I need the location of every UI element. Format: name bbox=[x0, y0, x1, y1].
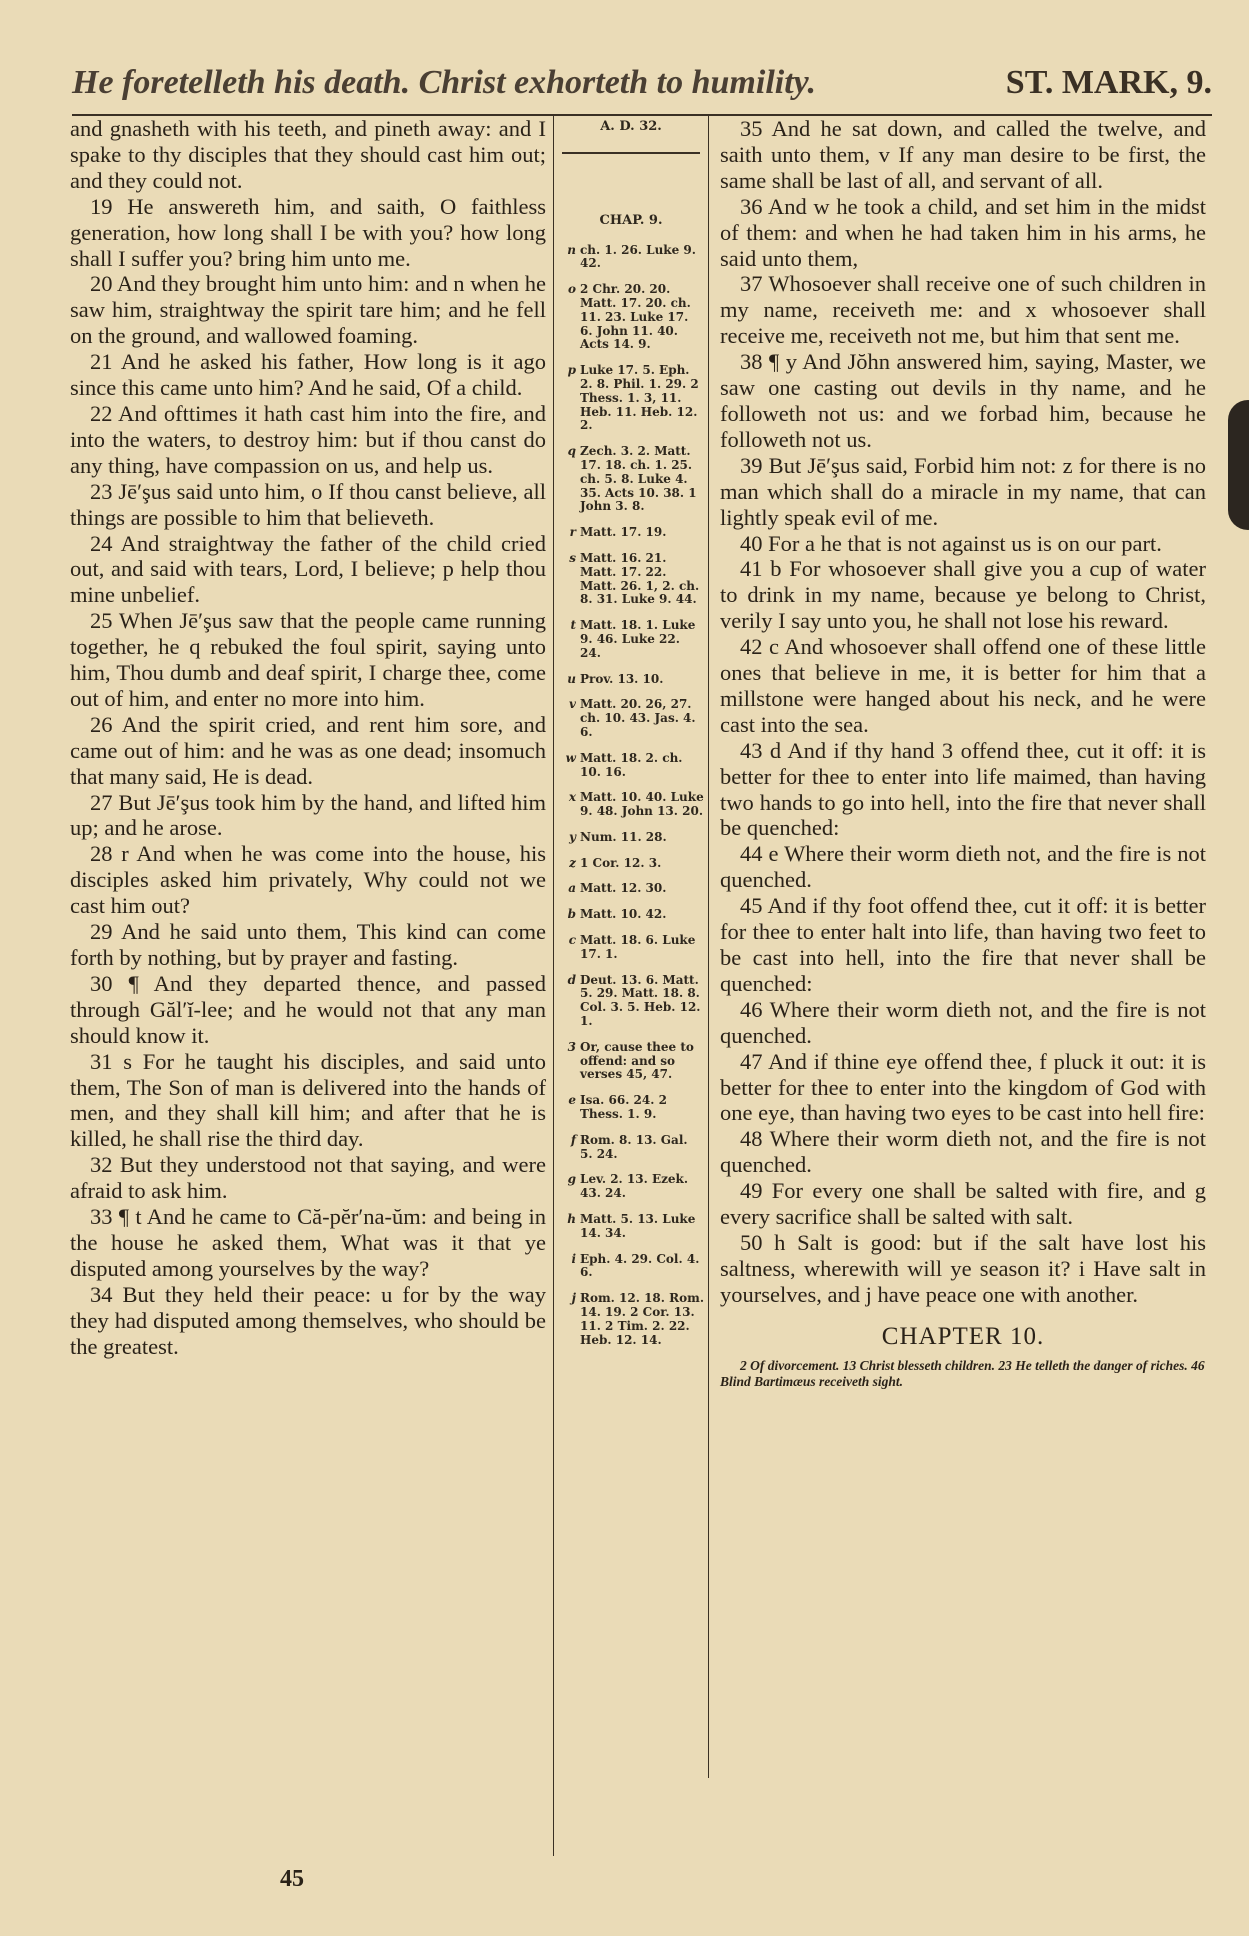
cross-reference: x Matt. 10. 40. Luke 9. 48. John 13. 20. bbox=[568, 790, 704, 819]
verse: 43 d And if thy hand 3 offend thee, cut it off: it is better for thee to enter into life maimed, than having two hands to go into hell, into the fire that never shall be quenched: bbox=[720, 737, 1206, 841]
cross-reference: e Isa. 66. 24. 2 Thess. 1. 9. bbox=[568, 1093, 667, 1122]
thumb-index-tab bbox=[1228, 400, 1249, 530]
verse: 34 But they held their peace: u for by the way they had disputed among themselves, who should be the greatest. bbox=[70, 1281, 546, 1359]
header-book-chapter: ST. MARK, 9. bbox=[1005, 64, 1212, 101]
cross-reference: w Matt. 18. 2. ch. 10. 16. bbox=[565, 750, 683, 779]
verse: and gnasheth with his teeth, and pineth away: and I spake to thy disciples that they should cast him out; and they could not. bbox=[70, 116, 546, 193]
center-reference-column bbox=[558, 116, 704, 1359]
cross-reference: d Deut. 13. 6. Matt. 5. 29. Matt. 18. 8. Col. 3. 5. Heb. 12. 1. bbox=[567, 972, 701, 1029]
verse: 30 ¶ And they departed thence, and passed through Găl′ĭ-lee; and he would not that any man should know it. bbox=[70, 970, 546, 1048]
cross-reference: r Matt. 17. 19. bbox=[569, 525, 667, 540]
cross-reference: p Luke 17. 5. Eph. 2. 8. Phil. 1. 29. 2 Thess. 1. 3, 11. Heb. 11. Heb. 12. 2. bbox=[567, 363, 699, 433]
verse: 42 c And whosoever shall offend one of these little ones that believe in me, it is better for him that a millstone were hanged about his neck, and he were cast into the sea. bbox=[720, 634, 1206, 737]
verse: 39 But Jē′şus said, Forbid him not: z for there is no man which shall do a miracle in my name, that can lightly speak evil of me. bbox=[720, 452, 1206, 530]
verse: 27 But Jē′şus took him by the hand, and lifted him up; and he arose. bbox=[70, 789, 546, 841]
cross-reference: g Lev. 2. 13. Ezek. 43. 24. bbox=[567, 1172, 689, 1201]
cross-reference: q Zech. 3. 2. Matt. 17. 18. ch. 1. 25. ch. 5. 8. Luke 4. 35. Acts 10. 38. 1 John 3. 8. bbox=[567, 444, 697, 514]
chapter-label: CHAP. 9. bbox=[599, 212, 663, 228]
cross-reference: i Eph. 4. 29. Col. 4. 6. bbox=[571, 1251, 700, 1280]
next-chapter-heading: CHAPTER 10. bbox=[881, 1322, 1045, 1350]
page-number: 45 bbox=[280, 1866, 304, 1892]
verse: 22 And ofttimes it hath cast him into the fire, and into the waters, to destroy him: but if thou canst do any thing, have compassion on us, and help us. bbox=[70, 400, 546, 478]
cross-reference: 3 Or, cause thee to offend: and so verses 45, 47. bbox=[567, 1039, 694, 1082]
verse: 25 When Jē′şus saw that the people came running together, he q rebuked the foul spirit, saying unto him, Thou dumb and deaf spirit, I charge thee, come out of him, and enter no more into him. bbox=[70, 608, 546, 711]
verse: 36 And w he took a child, and set him in the midst of them: and when he had taken him in his arms, he said unto them, bbox=[720, 193, 1206, 271]
verse: 21 And he asked his father, How long is it ago since this came unto him? And he said, Of a child. bbox=[70, 349, 546, 401]
running-header bbox=[72, 60, 1212, 116]
verse: 29 And he said unto them, This kind can come forth by nothing, but by prayer and fasting. bbox=[70, 919, 546, 970]
verse: 37 Whosoever shall receive one of such children in my name, receiveth me: and x whosoever shall receive me, receiveth not me, but him that sent me. bbox=[720, 271, 1206, 349]
header-topic: He foretelleth his death. Christ exhorteth to humility. bbox=[72, 64, 816, 101]
right-column bbox=[720, 116, 1206, 1390]
verse: 46 Where their worm dieth not, and the fire is not quenched. bbox=[720, 996, 1206, 1048]
verse: 20 And they brought him unto him: and n when he saw him, straightway the spirit tare him; and he fell on the ground, and wallowed foaming. bbox=[70, 271, 546, 349]
cross-reference: z 1 Cor. 12. 3. bbox=[569, 855, 662, 870]
verse: 47 And if thine eye offend thee, f pluck it out: it is better for thee to enter into the kingdom of God with one eye, than having two eyes to be cast into hell fire: bbox=[720, 1048, 1206, 1126]
verse: 33 ¶ t And he came to Că-pĕr′na-ŭm: and being in the house he asked them, What was it that ye disputed among yourselves by the way? bbox=[70, 1204, 546, 1281]
verse: 44 e Where their worm dieth not, and the fire is not quenched. bbox=[720, 841, 1206, 893]
cross-reference: h Matt. 5. 13. Luke 14. 34. bbox=[567, 1212, 696, 1240]
cross-reference: y Num. 11. 28. bbox=[569, 829, 667, 844]
next-chapter-summary: 2 Of divorcement. 13 Christ blesseth children. 23 He telleth the danger of riches. 46 Blind Bartimæus receiveth sight. bbox=[720, 1357, 1205, 1389]
cross-reference: s Matt. 16. 21. Matt. 17. 22. Matt. 26. 1, 2. ch. 8. 31. Luke 9. 44. bbox=[569, 550, 700, 607]
cross-reference: b Matt. 10. 42. bbox=[567, 907, 667, 922]
verse: 50 h Salt is good: but if the salt have lost his saltness, wherewith will ye season it? i Have salt in yourselves, and j have peace one with another. bbox=[720, 1229, 1206, 1307]
left-column bbox=[70, 116, 546, 1360]
verse: 26 And the spirit cried, and rent him sore, and came out of him: and he was as one dead; insomuch that many said, He is dead. bbox=[70, 711, 546, 789]
cross-reference: c Matt. 18. 6. Luke 17. 1. bbox=[568, 933, 696, 961]
cross-reference: t Matt. 18. 1. Luke 9. 46. Luke 22. 24. bbox=[570, 618, 696, 660]
verse: 35 And he sat down, and called the twelve, and saith unto them, v If any man desire to be first, the same shall be last of all, and servant of all. bbox=[720, 116, 1206, 193]
verse: 31 s For he taught his disciples, and said unto them, The Son of man is delivered into the hands of men, and they shall kill him; and after that he is killed, he shall rise the third day. bbox=[70, 1048, 546, 1152]
divider bbox=[562, 152, 700, 214]
verse: 32 But they understood not that saying, and were afraid to ask him. bbox=[70, 1152, 546, 1204]
cross-reference: u Prov. 13. 10. bbox=[567, 671, 664, 686]
verse: 28 r And when he was come into the house, his disciples asked him privately, Why could not we cast him out? bbox=[70, 841, 546, 919]
verse: 24 And straightway the father of the child cried out, and said with tears, Lord, I believe; p help thou mine unbelief. bbox=[70, 530, 546, 608]
column-rule-right bbox=[708, 116, 709, 1778]
verse: 23 Jē′şus said unto him, o If thou canst believe, all things are possible to him that believeth. bbox=[70, 478, 546, 530]
cross-reference: a Matt. 12. 30. bbox=[568, 881, 667, 896]
verse: 49 For every one shall be salted with fire, and g every sacrifice shall be salted with salt. bbox=[720, 1178, 1206, 1230]
verse: 40 For a he that is not against us is on our part. bbox=[740, 530, 1162, 556]
cross-reference: v Matt. 20. 26, 27. ch. 10. 43. Jas. 4. 6. bbox=[569, 697, 696, 739]
cross-reference: o 2 Chr. 20. 20. Matt. 17. 20. ch. 11. 23. Luke 17. 6. John 11. 40. Acts 14. 9. bbox=[567, 282, 691, 352]
verse: 38 ¶ y And Jŏhn answered him, saying, Master, we saw one casting out devils in thy name, and he followeth not us: and we forbad him, because he followeth not us. bbox=[720, 349, 1206, 452]
cross-reference: f Rom. 8. 13. Gal. 5. 24. bbox=[570, 1132, 688, 1161]
verse: 45 And if thy foot offend thee, cut it off: it is better for thee to enter halt into life, than having two feet to be cast into hell, into the fire that never shall be quenched: bbox=[720, 893, 1206, 996]
cross-reference: n ch. 1. 26. Luke 9. 42. bbox=[567, 242, 696, 271]
verse: 19 He answereth him, and saith, O faithless generation, how long shall I be with you? how long shall I suffer you? bring him unto me. bbox=[70, 193, 546, 271]
cross-reference: j Rom. 12. 18. Rom. 14. 19. 2 Cor. 13. 11. 2 Tim. 2. 22. Heb. 12. 14. bbox=[571, 1291, 704, 1347]
year-label: A. D. 32. bbox=[600, 119, 662, 134]
column-rule-left bbox=[553, 116, 554, 1856]
verse: 41 b For whosoever shall give you a cup of water to drink in my name, because ye belong to Christ, verily I say unto you, he shall not lose his reward. bbox=[720, 556, 1206, 634]
verse: 48 Where their worm dieth not, and the fire is not quenched. bbox=[720, 1126, 1206, 1178]
